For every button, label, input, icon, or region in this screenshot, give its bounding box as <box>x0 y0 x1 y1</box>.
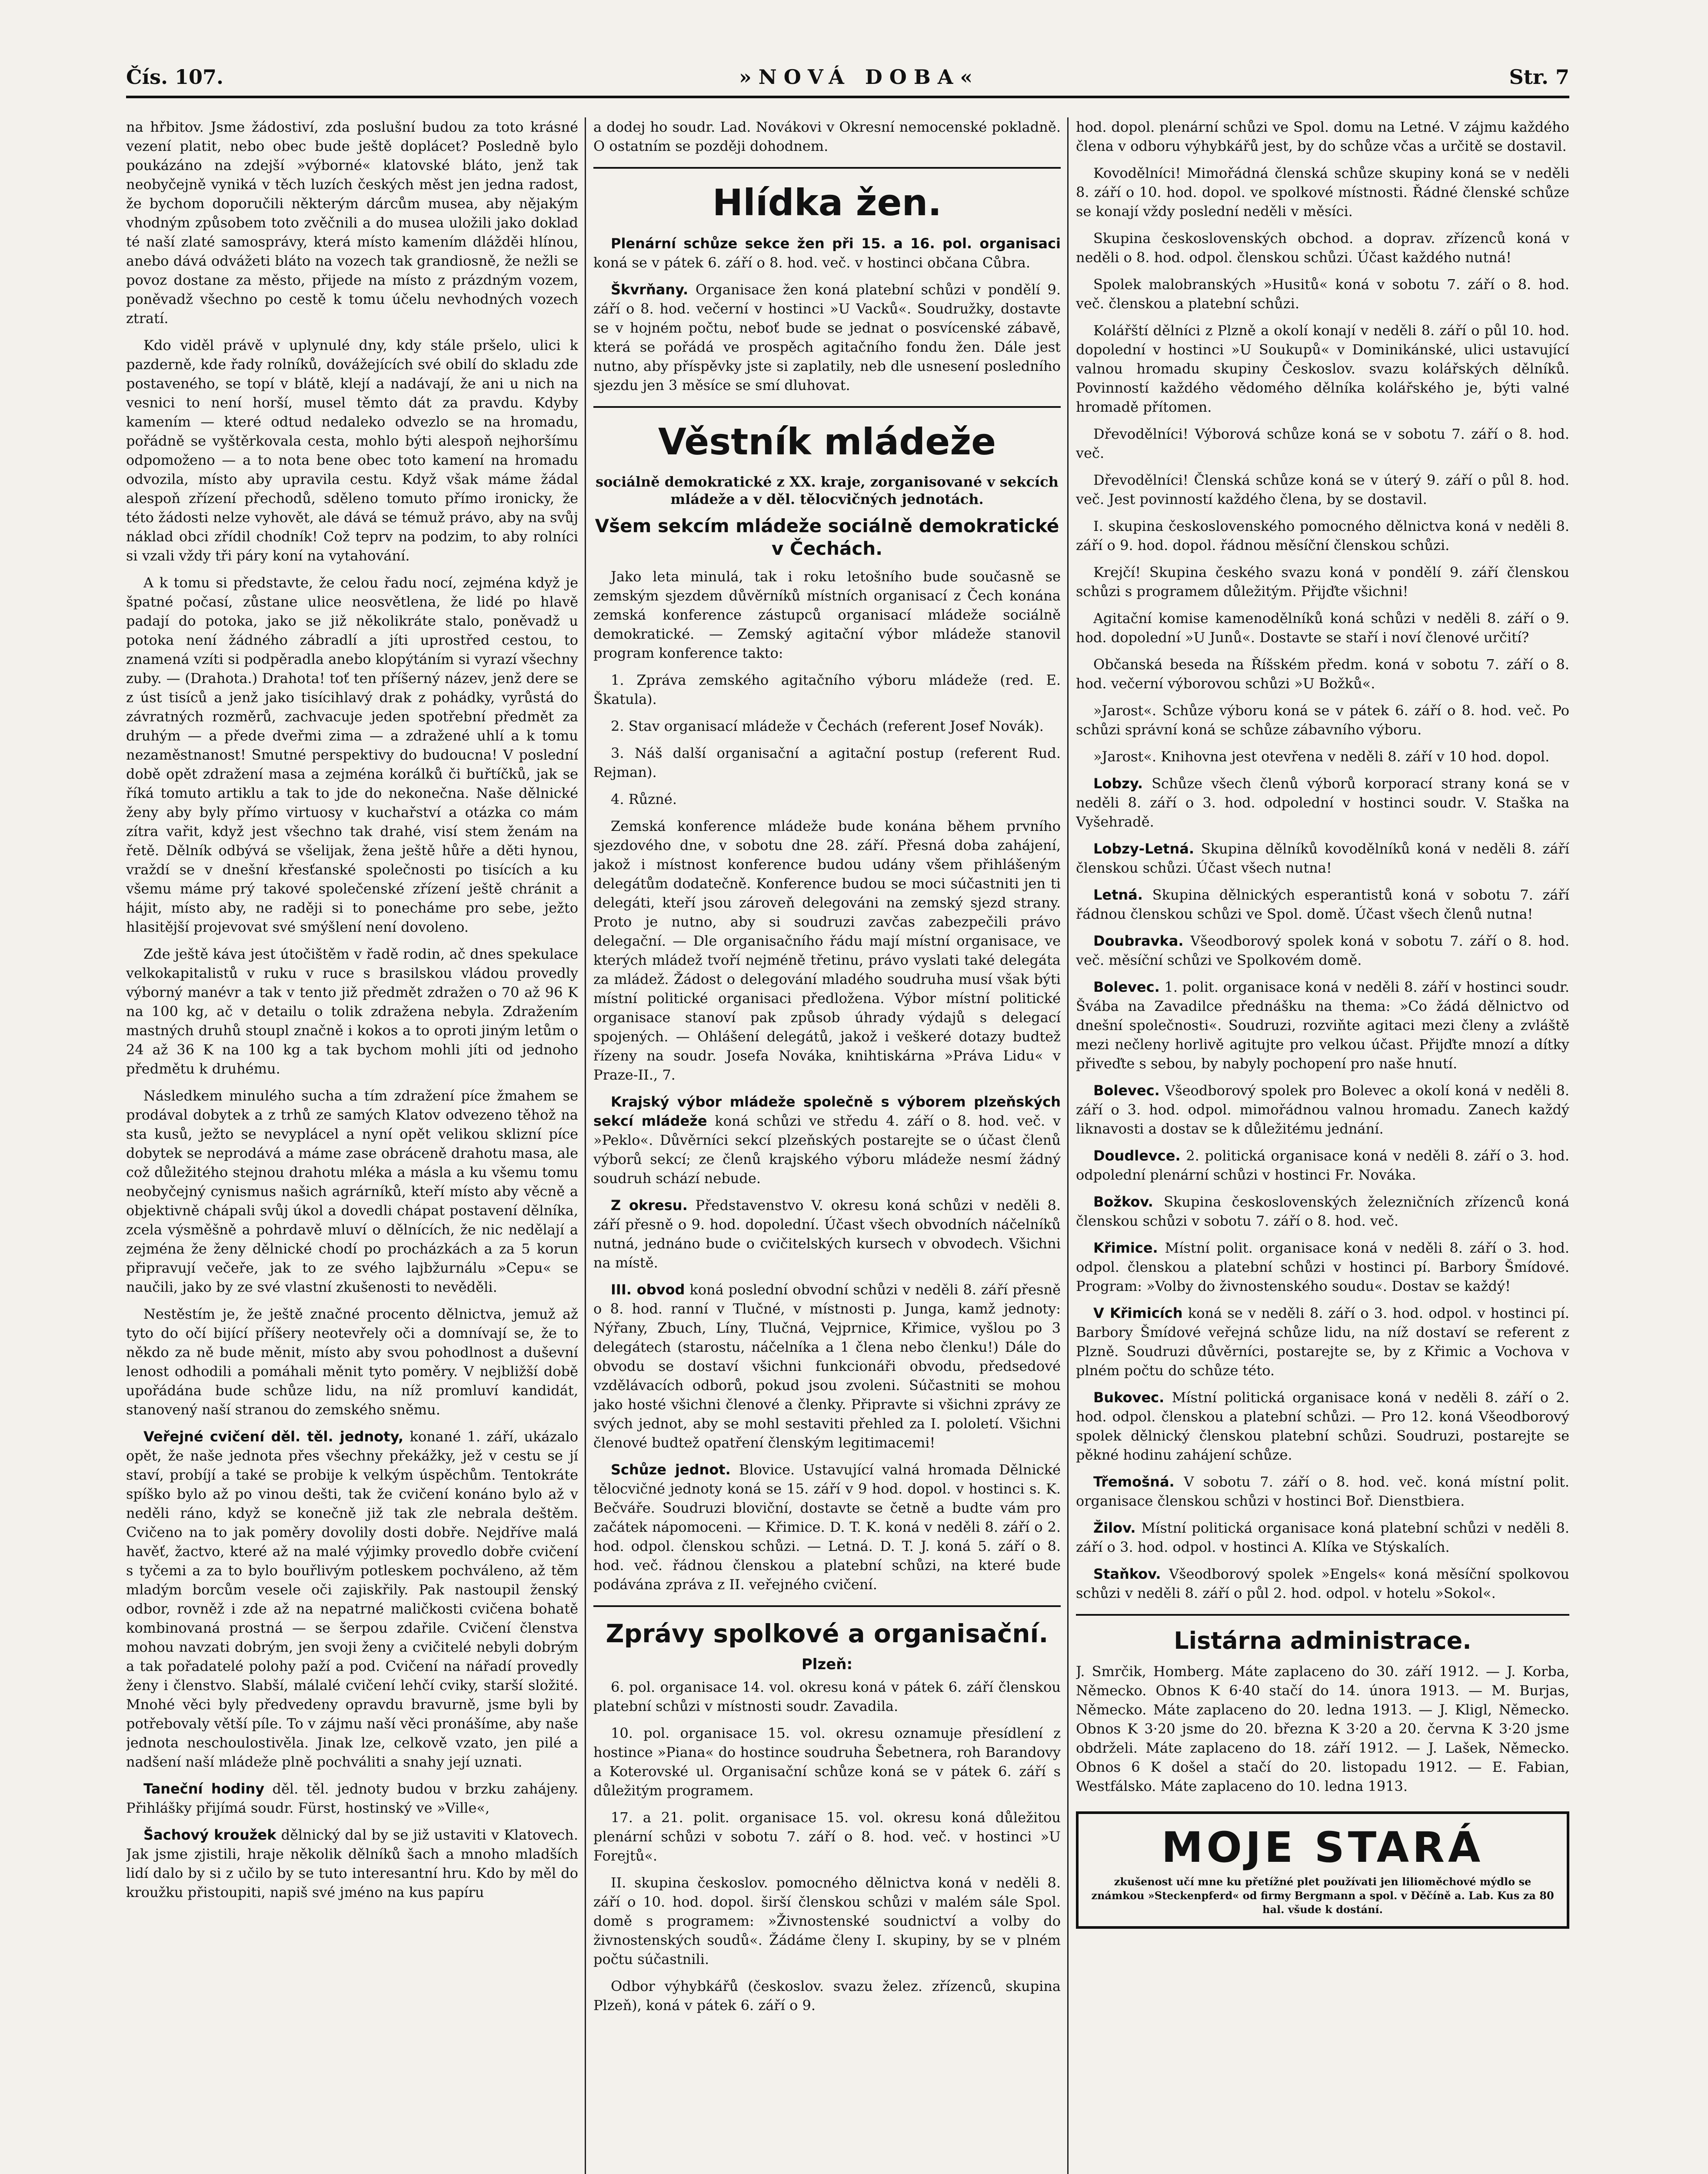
column-divider <box>585 117 586 2174</box>
entry-text: koná se v pátek 6. září o 8. hod. več. v hostinci občana Cůbra. <box>593 254 1030 271</box>
entry-text: 1. polit. organisace koná v neděli 8. září v hostinci soudr. Švába na Zavadilce přednášku na thema: »Co žádá dělnictvo od dnešní společnosti«. Soudruzi, rozviňte agitaci mezi členy a zvláště mezi nečleny horlivě agitujte pro velkou účast. Přijďte mnozí a dítky přiveďte s sebou, by nabyly pochopení pro naše hnutí. <box>1076 979 1569 1072</box>
page-header <box>126 65 1569 98</box>
paragraph: A k tomu si představte, že celou řadu nocí, zejména když je špatné počasí, zůstane ulice neosvětlena, že lidé po hlavě padají do potoka, jako se již několikráte stalo, poněvadž u potoka není žádného zábradlí a jíti uprostřed cestou, to znamená vzíti si podpěradla anebo klopýtáním si vyrazí všechny zuby. — (Drahota.) Drahota! toť ten příšerný název, jenž dere se z úst tisíců a jenž jako tisícihlavý drak z pohádky, vyrůstá do závratných rozměrů, zachvacuje jeden spotřební předmět za druhým — a přede dveřmi zima — a zdražené uhlí a k tomu nezaměstnanost! Smutné perspektivy do budoucna! V poslední době opět zdražení masa a zejména korálků či buřtíčků, jak se říká tomuto artiklu a tak to jde do nekonečna. Naše dělnické ženy aby byly přímo virtuosy v kuchařství a otázka co mám zítra vařit, když jest všechno tak drahé, visí stem ženám na řetě. Dělník odbývá se všelijak, žena ještě hůře a děti hynou, vraždí se v dnešní křesťanské společnosti po tisících a ku všemu máme prý takové společenské zřízení ještě chránit a hájit, místo aby, ne raději si to ponecháme pro sebe, ježto hlasitější projevovat své smýšlení není dovoleno. <box>126 574 578 935</box>
paragraph: 17. a 21. polit. organisace 15. vol. okresu koná důležitou plenární schůzi v sobotu 7. září o 8. hod. več. v hostinci »U Forejtů«. <box>593 1809 1061 1864</box>
advertisement-box <box>1076 1811 1569 1929</box>
article-entry <box>1076 1238 1569 1296</box>
entry-text: koná schůzi ve středu 4. září o 8. hod. več. v »Peklo«. Důvěrníci sekcí plzeňských postarejte se o účast členů výborů sekcí; ze členů krajského výboru mládeže nesmí žádný soudruh schází nebude. <box>593 1113 1061 1187</box>
paragraph: Následkem minulého sucha a tím zdražení píce žmahem se prodával dobytek a z trhů ze samých Klatov odvezeno těhož na sta kusů, ježto se nevyplácel a nyní opět velikou sklizní píce dobytek se neprodává a máme zase obráceně drahotu masa, ale což důležitého stejnou drahotu mléka a másla a ku všemu tomu neobyčejný cynismus našich agrárníků, kteří místo aby věcně a objektivně chápali svůj úkol a dovedli chápat postavení dělníka, zcela výsměšně a pohrdavě mluví o dělnících, že nic nedělají a zejména že ženy dělnické chodí po procházkách a za 5 korun připravují večeře, jak to ze svého lajbžurnálu »Cepu« se naučili, jako by ze své vlastní zkušenosti to nevěděli. <box>126 1087 578 1295</box>
article-entry <box>593 1460 1061 1594</box>
issue-number: Čís. 107. <box>126 65 224 89</box>
paragraph: Odbor výhybkářů (českoslov. svazu želez. zřízenců, skupina Plzeň), koná v pátek 6. září o 9. <box>593 1978 1061 2014</box>
page-number: Str. 7 <box>1509 65 1569 89</box>
paragraph: Občanská beseda na Říšském předm. koná v sobotu 7. září o 8. hod. večerní výborovou schůzi »U Božků«. <box>1076 656 1569 692</box>
entry-text: Místní politická organisace koná v neděli 8. září o 2. hod. odpol. členskou a platební schůzi. — Pro 12. koná Všeodborový spolek dělnický členskou platební schůzi. Soudruzi, postarejte se pěkné hodinu zahájení schůze. <box>1076 1389 1569 1463</box>
section-divider <box>593 167 1061 169</box>
entry-lead: Doudlevce. <box>1093 1147 1181 1164</box>
article-entry <box>126 1779 578 1817</box>
entry-text: Skupina dělnických esperantistů koná v sobotu 7. září řádnou členskou schůzi ve Spol. domě. Účast všech členů nutna! <box>1076 887 1569 922</box>
entry-lead: Žilov. <box>1093 1520 1136 1536</box>
entry-text: Skupina československých železničních zřízenců koná členskou schůzi v sobotu 7. září o 8. hod. več. <box>1076 1194 1569 1229</box>
entry-lead: V Křimicích <box>1093 1305 1183 1321</box>
paragraph: 10. pol. organisace 15. vol. okresu oznamuje přesídlení z hostince »Piana« do hostince soudruha Šebetnera, roh Barandovy a Koterovské ul. Organisační schůze koná se v pátek 6. září s důležitým programem. <box>593 1725 1061 1799</box>
article-entry <box>1076 1518 1569 1557</box>
section-heading: Věstník mládeže <box>658 420 996 463</box>
paragraph: 3. Náš další organisační a agitační postup (referent Rud. Rejman). <box>593 745 1061 780</box>
paragraph: Nestěstím je, že ještě značné procento dělnictva, jemuž až tyto do očí bijící příšery neotevřely oči a domnívají se, že to někdo za ně bude měnit, místo aby svou pohodlnost a duševní lenost odhodili a pomáhali měnit tyto poměry. V nejbližší době upořádána bude schůze lidu, na níž promluví kandidát, stanovený naší stranou do zemského sněmu. <box>126 1306 578 1418</box>
article-entry <box>593 1196 1061 1272</box>
entry-text: Místní politická organisace koná platební schůzi v neděli 8. září o 3. hod. odpol. v hostinci A. Klíka ve Stýskalích. <box>1076 1520 1569 1555</box>
paragraph: Kolářští dělníci z Plzně a okolí konají v neděli 8. září o půl 10. hod. dopolední v hostinci »U Soukupů« v Dominikánské, ulici ustavující valnou hromadu skupiny Českoslov. svazu kolářských dělníků. Povinností každého vědomého dělníka kolářského je, býti valné hromadě přítomen. <box>1076 322 1569 415</box>
entry-lead: Škvrňany. <box>611 281 689 298</box>
article-entry <box>1076 1192 1569 1230</box>
paragraph: »Jarost«. Schůze výboru koná se v pátek 6. září o 8. hod. več. Po schůzi správní koná se schůze zábavního výboru. <box>1076 702 1569 738</box>
article-entry <box>593 280 1061 395</box>
paragraph: hod. dopol. plenární schůzi ve Spol. domu na Letné. V zájmu každého člena v odboru výhybkářů jest, by do schůze včas a určitě se dostavil. <box>1076 119 1569 154</box>
column-2 <box>593 117 1061 2174</box>
city-heading: Plzeň: <box>801 1656 853 1673</box>
entry-text: dělnický dal by se již ustaviti v Klatovech. Jak jsme zjistili, hraje několik dělníků šach a mnoho mladších lidí dalo by si z učilo by se tuto interesantní hru. Kdo by měl do kroužku přistoupiti, napiš své jméno na kus papíru <box>126 1827 578 1901</box>
entry-lead: Z okresu. <box>611 1197 688 1214</box>
entry-text: děl. těl. jednoty budou v brzku zahájeny. Přihlášky přijímá soudr. Fürst, hostinský ve »Ville«, <box>126 1781 578 1816</box>
entry-lead: Letná. <box>1093 887 1143 903</box>
paragraph: Zemská konference mládeže bude konána během prvního sjezdového dne, v sobotu dne 28. září. Přesná doba zahájení, jakož i místnost konference budou udány všem přihlášeným delegátům dodatečně. Konference budou se moci súčastniti jen ti delegáti, kteří jsou zároveň delegováni na zemský sjezd strany. Proto je nutno, aby si soudruzi zavčas zabezpečili právo delegační. — Dle organisačního řádu mají místní organisace, ve kterých mládež tvoří nejméně třetinu, právo vyslati také delegáta za mládež. Žádost o delegování mladého soudruha musí však býti místní politické organisaci předložena. Výbor místní politické organisace stanoví pak způsob úhrady výdajů s delegací spojených. — Ohlášení delegátů, jakož i veškeré dotazy budtež řízeny na soudr. Josefa Nováka, knihtiskárna »Práva Lidu« v Praze-II., 7. <box>593 818 1061 1083</box>
newspaper-title: »NOVÁ DOBA« <box>739 65 980 89</box>
article-entry <box>1076 1388 1569 1464</box>
paragraph: »Jarost«. Knihovna jest otevřena v neděli 8. září v 10 hod. dopol. <box>1093 748 1550 765</box>
paragraph: 4. Různé. <box>611 791 677 807</box>
paragraph: I. skupina československého pomocného dělnictva koná v neděli 8. září o 9. hod. dopol. řádnou měsíční členskou schůzi. <box>1076 518 1569 554</box>
entry-lead: Třemošná. <box>1093 1474 1175 1490</box>
entry-lead: Božkov. <box>1093 1194 1153 1210</box>
article-entry <box>593 234 1061 272</box>
section-heading: Listárna administrace. <box>1174 1627 1472 1654</box>
paragraph: Kovodělníci! Mimořádná členská schůze skupiny koná se v neděli 8. září o 10. hod. dopol. ve spolkové místnosti. Řádné členské schůze se konají vždy poslední neděli v měsíci. <box>1076 165 1569 220</box>
entry-text: Všeodborový spolek »Engels« koná měsíční spolkovou schůzi v neděli 8. září o půl 2. hod. odpol. v hotelu »Sokol«. <box>1076 1566 1569 1601</box>
column-divider <box>1067 117 1069 2174</box>
paragraph: Dřevodělníci! Výborová schůze koná se v sobotu 7. září o 8. hod. več. <box>1076 426 1569 461</box>
article-entry <box>1076 931 1569 970</box>
section-subheading: sociálně demokratické z XX. kraje, zorganisované v sekcích mládeže a v děl. tělocvičných jednotách. <box>596 473 1059 507</box>
paragraph: Skupina československých obchod. a doprav. zřízenců koná v neděli o 8. hod. odpol. členskou schůzi. Účast každého nutná! <box>1076 230 1569 266</box>
article-entry <box>593 1280 1061 1452</box>
entry-lead: Bolevec. <box>1093 1082 1160 1099</box>
entry-lead: Doubravka. <box>1093 933 1184 949</box>
article-entry <box>1076 839 1569 877</box>
paragraph: Krejčí! Skupina českého svazu koná v pondělí 9. září členskou schůzi s programem důležitým. Přijďte všichni! <box>1076 564 1569 600</box>
entry-lead: Plenární schůze sekce žen při 15. a 16. pol. organisaci <box>611 235 1061 252</box>
column-3 <box>1076 117 1569 2174</box>
paragraph: Kdo viděl právě v uplynulé dny, kdy stále pršelo, ulici k pazderně, kde řady rolníků, dovážejících své obilí do skladu zde postaveného, se topí v blátě, klejí a nadávají, že ani u nich na vesnici to není horší, musel těmto dát za pravdu. Kdyby kamením — které odtud nedaleko odvezlo se na hromadu, pořádně se vyštěrkovala cesta, mohlo býti alespoň nejhoršímu odpomoženo — a to nota bene obec toto kamení na hromadu odvozila, místo aby upravila cestu. Když však máme žádal alespoň zřízení přechodů, sděleno tomuto přímo ironicky, že této žádosti nelze vyhovět, ale dává se témuž právo, aby na svůj náklad obci zřídil chodník! Což teprv na podzim, to aby rolníci si vzali vždy tři páry koní na vytahování. <box>126 337 578 564</box>
entry-text: Místní polit. organisace koná v neděli 8. září o 3. hod. odpol. členskou a platební schůzi v hostinci pí. Barbory Šmídové. Program: »Volby do živnostenského soudu«. Dostav se každý! <box>1076 1240 1569 1294</box>
article-entry <box>1076 1564 1569 1603</box>
entry-text: 2. politická organisace koná v neděli 8. září o 3. hod. odpolední plenární schůzi v hostinci Fr. Nováka. <box>1076 1147 1569 1183</box>
article-entry <box>1076 1472 1569 1510</box>
article-entry <box>126 1427 578 1771</box>
article-entry <box>1076 1081 1569 1138</box>
entry-text: Všeodborový spolek koná v sobotu 7. září o 8. hod. več. měsíční schůzi ve Spolkovém domě. <box>1076 933 1569 968</box>
paragraph: Agitační komise kamenodělníků koná schůzi v neděli 8. září o 9. hod. dopolední »U Junů«. Dostavte se staří i noví členové určití? <box>1076 610 1569 646</box>
entry-text: Blovice. Ustavující valná hromada Dělnické tělocvičné jednoty koná se 15. září v 9 hod. dopol. v hostinci s. K. Bečváře. Soudruzi bloviční, dostavte se četně a budte vám pro začátek nápomoceni. — Křimice. D. T. K. koná v neděli 8. září o 2. hod. odpol. členskou schůzi. — Letná. D. T. J. koná 5. září o 8. hod. več. řádnou členskou a platební schůzi, na které bude podávána zpráva z II. veřejného cvičení. <box>593 1461 1061 1593</box>
entry-lead: Taneční hodiny <box>143 1781 265 1797</box>
entry-lead: Lobzy. <box>1093 775 1143 792</box>
paragraph: 1. Zpráva zemského agitačního výboru mládeže (red. E. Škatula). <box>593 672 1061 707</box>
article-entry <box>1076 885 1569 924</box>
article-entry <box>126 1825 578 1902</box>
entry-text: Všeodborový spolek pro Bolevec a okolí koná v neděli 8. září o 3. hod. odpol. mimořádnou valnou hromadu. Zanech každý liknavosti a dostav se k důležitému jednání. <box>1076 1082 1569 1137</box>
paragraph: Dřevodělníci! Členská schůze koná se v úterý 9. září o půl 8. hod. več. Jest povinností každého člena, by se dostavil. <box>1076 472 1569 507</box>
paragraph: J. Smrčik, Homberg. Máte zaplaceno do 30. září 1912. — J. Korba, Německo. Obnos K 6·40 stačí do 14. února 1913. — M. Burjas, Německo. Máte zaplaceno do 20. ledna 1913. — J. Kligl, Německo. Obnos K 3·20 jsme do 20. března K 3·20 a 20. června K 3·20 jsme obdrželi. Máte zaplaceno do 18. září 1912. — J. Lašek, Německo. Obnos 6 K došel a stačí do 20. listopadu 1912. — E. Fabian, Westfálsko. Máte zaplaceno do 10. ledna 1913. <box>1076 1663 1569 1794</box>
advertisement-title: MOJE STARÁ <box>1161 1823 1484 1872</box>
section-divider <box>1076 1614 1569 1616</box>
article-entry <box>593 1092 1061 1188</box>
paragraph: a dodej ho soudr. Lad. Novákovi v Okresní nemocenské pokladně. O ostatním se později dohodnem. <box>593 119 1061 154</box>
paragraph: II. skupina českoslov. pomocného dělnictva koná v neděli 8. září o 10. hod. dopol. širší členskou schůzi v malém sále Spol. domě s programem: »Živnostenské soudnictví a volby do živnostenských soudů«. Žádáme členy I. skupiny, by se v plném počtu súčastnili. <box>593 1874 1061 1967</box>
entry-lead: Staňkov. <box>1093 1566 1161 1582</box>
entry-lead: III. obvod <box>611 1281 685 1298</box>
entry-lead: Křimice. <box>1093 1240 1158 1256</box>
entry-text: koná se v neděli 8. září o 3. hod. odpol. v hostinci pí. Barbory Šmídové veřejná schůze lidu, na níž dostaví se referent z Plzně. Soudruzi důvěrníci, postarejte se, by z Křimic a Vochova v plném počtu do schůze této. <box>1076 1305 1569 1379</box>
section-heading: Zprávy spolkové a organisační. <box>606 1619 1049 1648</box>
entry-text: koná poslední obvodní schůzi v neděli 8. září přesně o 8. hod. ranní v Tlučné, v místnosti p. Junga, kamž jednoty: Nýřany, Zbuch, Líny, Tlučná, Vejprnice, Křimice, vyšlou po 3 delegátech (starostu, náčelníka a 1 člena nebo členku!) Dále do obvodu se dostaví všichni funkcionáři obvodu, předsedové vzdělávacích odborů, pokud jsou zvoleni. Súčastniti se mohou jako hosté všichni členové a členky. Připravte si všichni zprávy ze svých jednot, aby se mohl sestaviti přehled za I. pololetí. Všichni členové budtež opatření členským legitimacemi! <box>593 1281 1061 1451</box>
entry-lead: Bukovec. <box>1093 1389 1165 1406</box>
paragraph: na hřbitov. Jsme žádostiví, zda poslušní budou za toto krásné vezení platit, nebo obec bude ještě doplácet? Posledně bylo poukázáno na zdejší »výborné« klatovské bláto, jenž tak neobyčejně vyniká v těch luzích českých měst jen jedna radost, že bychom doporučili některým dárcům musea, aby nějakým vhodným způsobem toto zvěčnili a do musea uložili jako doklad té naší zlaté samosprávy, která místo kamením dlážděi hlínou, anebo dává odvážeti bláto na vozech tak grandiosně, že nežli se povoz dostane za město, přijede na místo z prázdným vozem, poněvadž všechno po cestě k tomu účelu nevhodných vozech ztratí. <box>126 119 578 327</box>
entry-lead: Veřejné cvičení děl. těl. jednoty, <box>143 1428 404 1445</box>
column-1 <box>126 117 578 2174</box>
section-divider <box>593 406 1061 408</box>
entry-text: Organisace žen koná platební schůzi v pondělí 9. září o 8. hod. večerní v hostinci »U Vacků«. Soudružky, dostavte se v hojném počtu, neboť bude se jednat o posvícenské zábavě, která se pořádá ve prospěch agitačního fondu žen. Dále jest nutno, aby příspěvky jste si zaplatily, neb dle usnesení posledního sjezdu jen 3 měsíce se smí dluhovat. <box>593 281 1061 393</box>
article-entry <box>1076 1304 1569 1380</box>
advertisement-text: zkušenost učí mne ku přetížné plet používati jen lilioměchové mýdlo se známkou »Steckenpferd« od firmy Bergmann a spol. v Děčíně a. Lab. Kus za 80 hal. všude k dostání. <box>1091 1875 1554 1916</box>
article-entry <box>1076 1146 1569 1184</box>
section-divider <box>593 1605 1061 1607</box>
paragraph: Spolek malobranských »Husitů« koná v sobotu 7. září o 8. hod. več. členskou a platební schůzi. <box>1076 276 1569 312</box>
article-entry <box>1076 774 1569 831</box>
paragraph: Zde ještě káva jest útočištěm v řadě rodin, ač dnes spekulace velkokapitalistů v ruku v ruce s brasilskou vládou provedly výborný manévr a tak v tento již předmět zdražen o 70 až 96 K na 100 kg, ač v detailu o tolik zdražena nebyla. Zdražením mastných druhů stoupl značně i kokos a to oproti jiným letům o 24 až 36 K na 100 kg a tak bychom mohli jíti od jednoho předmětu k druhému. <box>126 946 578 1077</box>
entry-text: Představenstvo V. okresu koná schůzi v neděli 8. září přesně o 9. hod. dopolední. Účast všech obvodních náčelníků nutná, jednáno bude o cvičitelských kursech v obvodech. Všichni na místě. <box>593 1197 1061 1271</box>
entry-lead: Šachový kroužek <box>143 1827 276 1843</box>
article-heading: Všem sekcím mládeže sociálně demokratické v Čechách. <box>595 515 1059 559</box>
entry-lead: Bolevec. <box>1093 979 1160 995</box>
entry-lead: Krajský výbor mládeže společně s výborem plzeňských sekcí mládeže <box>593 1094 1061 1129</box>
entry-text: Skupina dělníků kovodělníků koná v neděli 8. září členskou schůzi. Účast všech nutna! <box>1076 840 1569 876</box>
article-entry <box>1076 977 1569 1073</box>
entry-text: konané 1. září, ukázalo opět, že naše jednota přes všechny překážky, jež v cestu se jí staví, probíjí a také se probije k velkým úspěchům. Tentokráte spíško bylo až po vinou dešti, tak že cvičení konáno bylo až v neděli ráno, když se konečně již tak zle nebrala deštěm. Cvičeno na to jak poměry dovolily dosti dobře. Nejdříve malá havěť, žactvo, které až na malé výjimky provedlo dobře cvičení s tyčemi a za to bylo bouřlivým potleskem pochváleno, až těm mladým borcům vesele oči zajiskřily. Pak nastoupil ženský odbor, rovněž i zde až na nepatrné maličkosti cvičena bohatě kombinovaná prostná — se šerpou zdařile. Cvičení členstva mohou navzati dobrým, jen svoji ženy a cvičitelé nebyli dobrým a tak pořadatelé polohy paží a pod. Cvičení na nářadí provedly ženy i členstvo. Slabší, málalé cvičení lehčí cviky, starší složité. Mnohé věci byly předvedeny opravdu bravurně, jsme byli by potřebovaly větší píle. To v zájmu naší věci pronášíme, aby naše jednota neschoulostivěla. Jinak lze, celkově vzato, jen pilé a nadšení naší mládeže plně pochváliti a snahy její uznati. <box>126 1428 578 1770</box>
entry-lead: Lobzy-Letná. <box>1093 840 1194 857</box>
entry-lead: Schůze jednot. <box>611 1461 731 1478</box>
section-heading: Hlídka žen. <box>712 181 942 224</box>
paragraph: Jako leta minulá, tak i roku letošního bude současně se zemským sjezdem důvěrníků místních organisací z Čech konána zemská konference zástupců organisací mládeže sociálně demokratické. — Zemský agitační výbor mládeže stanovil program konference takto: <box>593 568 1061 661</box>
paragraph: 2. Stav organisací mládeže v Čechách (referent Josef Novák). <box>611 718 1044 734</box>
entry-text: V sobotu 7. září o 8. hod. več. koná místní polit. organisace členskou schůzi v hostinci Boř. Dienstbiera. <box>1076 1474 1569 1509</box>
entry-text: Schůze všech členů výborů korporací strany koná se v neděli 8. září o 3. hod. odpolední v hostinci soudr. V. Staška na Vyšehradě. <box>1076 775 1569 830</box>
paragraph: 6. pol. organisace 14. vol. okresu koná v pátek 6. září členskou platební schůzi v místnosti soudr. Zavadila. <box>593 1679 1061 1714</box>
